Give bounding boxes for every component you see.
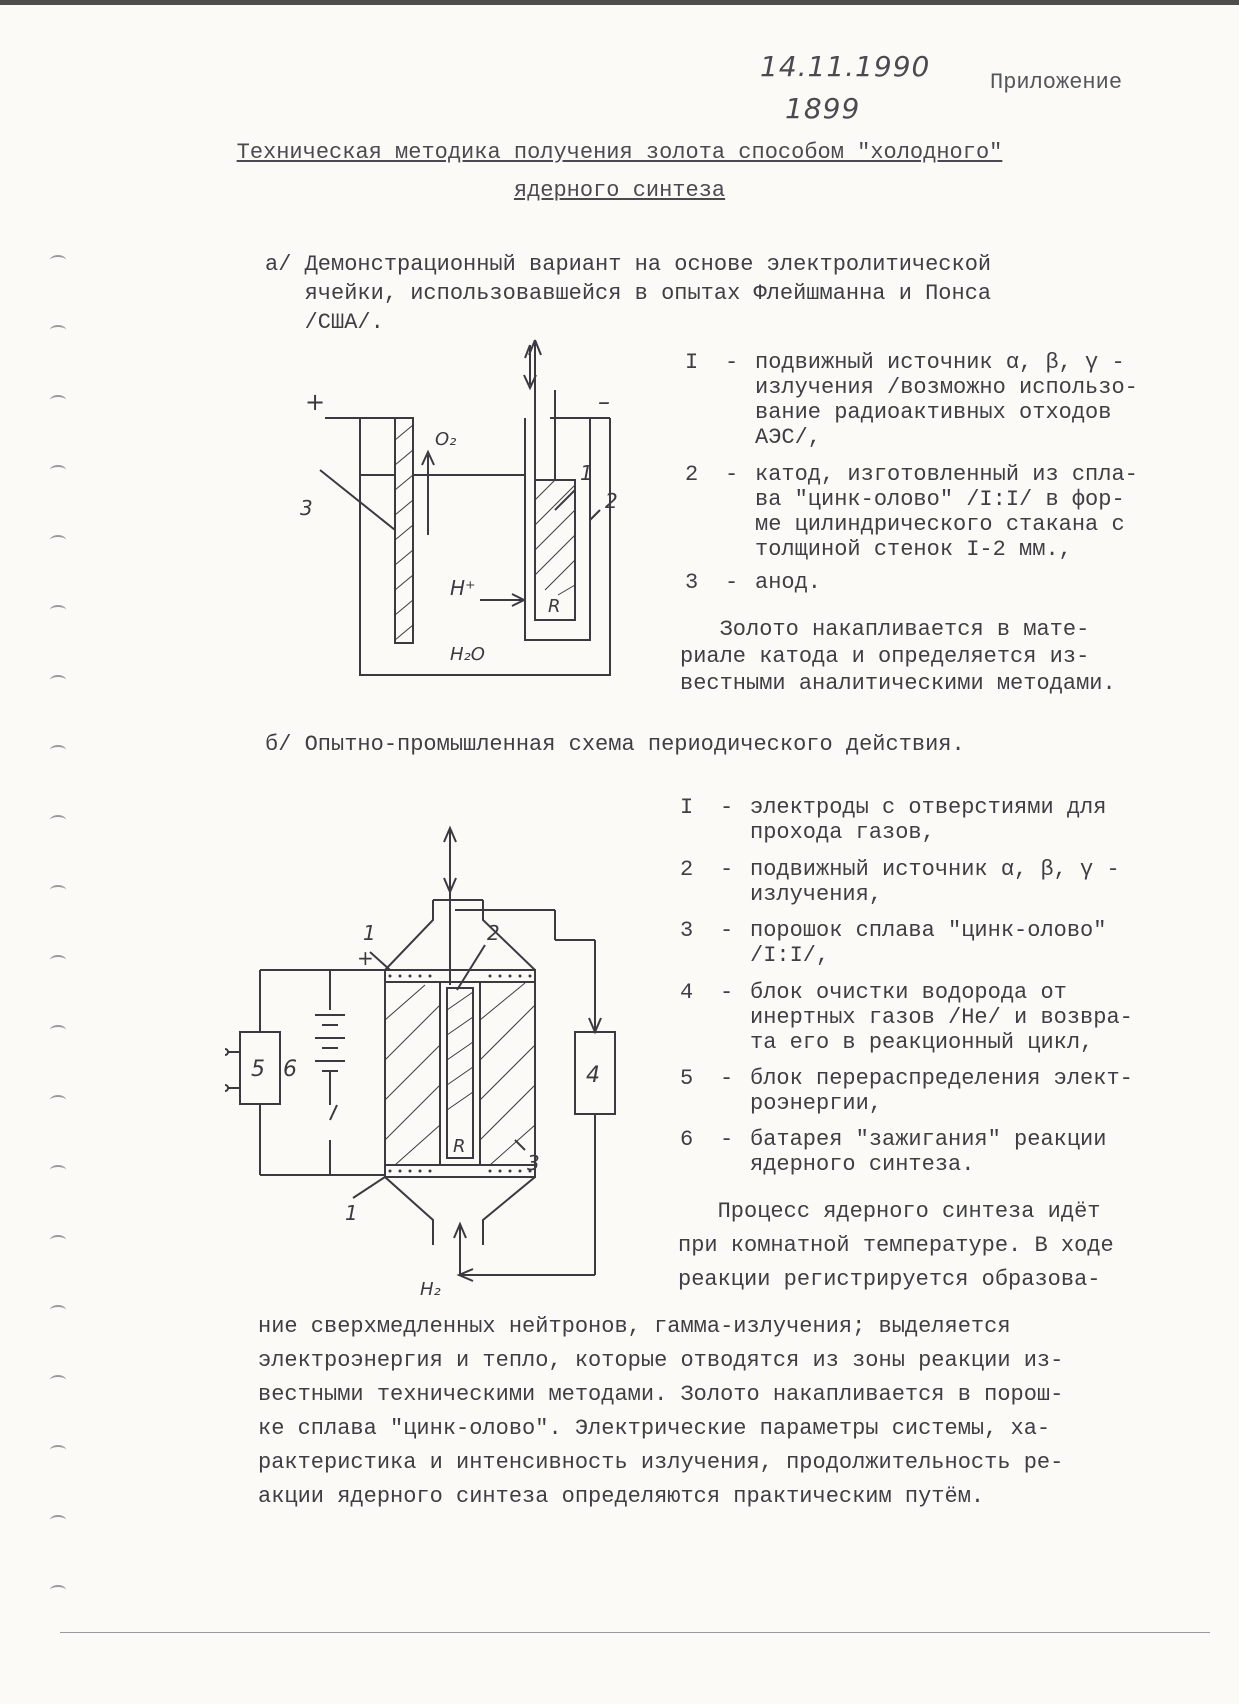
diagram-b-label-1-bottom: 1 bbox=[345, 1201, 358, 1225]
reactor-scheme-diagram bbox=[225, 820, 645, 1300]
legend-a-text: подвижный источник α, β, γ - излучения /возможно использо- вание радиоактивных отходов АЭС/, bbox=[755, 350, 1138, 450]
legend-a-num: 2 bbox=[685, 462, 699, 487]
anode-plus-sign: + bbox=[305, 388, 326, 416]
legend-b-num: 2 bbox=[680, 857, 694, 882]
legend-b-text: батарея "зажигания" реакции ядерного синтеза. bbox=[750, 1127, 1107, 1177]
source-r-label-b: R bbox=[453, 1136, 466, 1157]
legend-b-text: блок перераспределения элект- роэнергии, bbox=[750, 1066, 1133, 1116]
section-b-intro: б/ Опытно-промышленная схема периодического действия. bbox=[265, 732, 965, 757]
source-r-label: R bbox=[548, 596, 561, 617]
diagram-b-label-2: 2 bbox=[487, 921, 500, 945]
legend-b-text: порошок сплава "цинк-олово" /I:I/, bbox=[750, 918, 1107, 968]
hydrogen-gas-label: H₂ bbox=[420, 1279, 441, 1300]
legend-a-item-2: 2 - катод, изготовленный из спла- ва "цинк-олово" /I:I/ в фор- ме цилиндрического стакана с толщиной стенок I-2 мм., bbox=[685, 462, 1138, 562]
water-label: H₂O bbox=[450, 644, 485, 665]
block-4-label: 4 bbox=[586, 1063, 600, 1088]
diagram-b-label-1-top: 1 bbox=[363, 921, 376, 945]
legend-b-text: блок очистки водорода от инертных газов /Не/ и возвра- та его в реакционный цикл, bbox=[750, 980, 1133, 1055]
bottom-edge-line bbox=[60, 1632, 1210, 1633]
legend-b-item-5: 5 - блок перераспределения элект- роэнергии, bbox=[680, 1066, 1133, 1116]
legend-b-text: подвижный источник α, β, γ - излучения, bbox=[750, 857, 1120, 907]
legend-a-text: катод, изготовленный из спла- ва "цинк-олово" /I:I/ в фор- ме цилиндрического стакана с толщиной стенок I-2 мм., bbox=[755, 462, 1138, 562]
diagram-a-label-2: 2 bbox=[605, 489, 618, 513]
appendix-label: Приложение bbox=[990, 70, 1123, 95]
legend-b-num: 5 bbox=[680, 1066, 694, 1091]
process-description-start: Процесс ядерного синтеза идёт при комнатной температуре. В ходе реакции регистрируется образова- bbox=[678, 1199, 1114, 1292]
legend-a-num: I bbox=[685, 350, 699, 375]
handwritten-number: 1899 bbox=[785, 92, 861, 125]
block-5-label: 5 bbox=[251, 1057, 265, 1082]
legend-b-item-3: 3 - порошок сплава "цинк-олово" /I:I/, bbox=[680, 918, 1107, 968]
electrolytic-cell-diagram bbox=[300, 330, 660, 680]
legend-b-num: I bbox=[680, 795, 694, 820]
process-description-continued: ние сверхмедленных нейтронов, гамма-излучения; выделяется электроэнергия и тепло, которые отводятся из зоны реакции из- вестными техническими методами. Золото накапливается в порош- ке сплава "цинк-олово". Электрические параметры системы, ха- рактеристика и интенсивность излучения, продолжительность ре- акции ядерного синтеза определяются практическим путём. bbox=[258, 1314, 1064, 1509]
legend-b-num: 4 bbox=[680, 980, 694, 1005]
section-a-intro: а/ Демонстрационный вариант на основе электролитической ячейки, использовавшейся в опытах Флейшманна и Понса /США/. bbox=[265, 252, 992, 335]
battery-6-label: 6 bbox=[283, 1057, 297, 1082]
battery-plus-sign: + bbox=[357, 946, 374, 970]
hydrogen-ion-label: H⁺ bbox=[450, 576, 476, 600]
legend-b-item-2: 2 - подвижный источник α, β, γ - излучения, bbox=[680, 857, 1120, 907]
legend-b-num: 6 bbox=[680, 1127, 694, 1152]
document-title-line2: ядерного синтеза bbox=[513, 178, 726, 203]
legend-b-item-4: 4 - блок очистки водорода от инертных газов /Не/ и возвра- та его в реакционный цикл, bbox=[680, 980, 1133, 1055]
document-title-line1: Техническая методика получения золота способом "холодного" bbox=[236, 140, 1003, 165]
oxygen-label: O₂ bbox=[435, 429, 457, 450]
top-edge-line bbox=[0, 0, 1239, 5]
diagram-a-label-1: 1 bbox=[580, 461, 593, 485]
legend-a-item-1: I - подвижный источник α, β, γ - излучения /возможно использо- вание радиоактивных отходов АЭС/, bbox=[685, 350, 1138, 450]
legend-a-text: анод. bbox=[755, 570, 822, 595]
diagram-a-label-3: 3 bbox=[300, 496, 313, 520]
legend-a-item-3: 3 - анод. bbox=[685, 570, 822, 595]
handwritten-date: 14.11.1990 bbox=[760, 50, 931, 83]
legend-b-item-6: 6 - батарея "зажигания" реакции ядерного синтеза. bbox=[680, 1127, 1107, 1177]
legend-b-num: 3 bbox=[680, 918, 694, 943]
legend-b-text: электроды с отверстиями для прохода газов, bbox=[750, 795, 1107, 845]
cathode-minus-sign: – bbox=[598, 388, 610, 416]
diagram-b-label-3: 3 bbox=[527, 1151, 540, 1175]
legend-b-item-1: I - электроды с отверстиями для прохода газов, bbox=[680, 795, 1107, 845]
legend-a-num: 3 bbox=[685, 570, 699, 595]
section-a-conclusion: Золото накапливается в мате- риале катода и определяется из- вестными аналитическими методами. bbox=[680, 617, 1116, 696]
